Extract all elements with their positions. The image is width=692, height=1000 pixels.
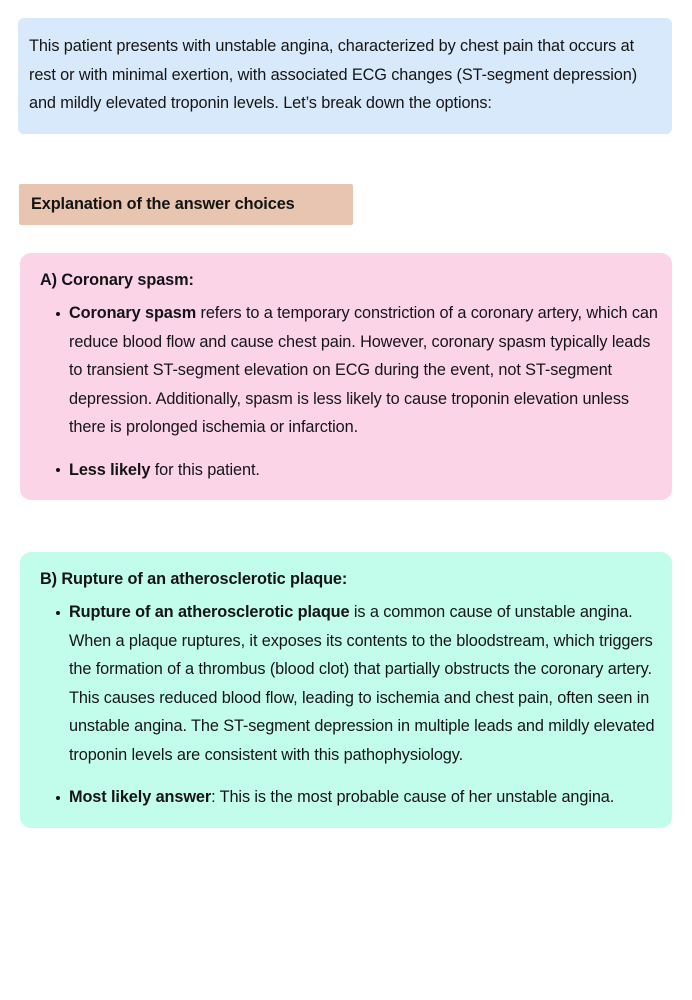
bullet-text: for this patient. [150,460,260,479]
list-item [32,783,658,812]
bullet-lead: Most likely answer [69,788,212,806]
bullet-lead: Less likely [69,460,151,479]
choice-b-title: B) Rupture of an atherosclerotic plaque: [40,570,348,588]
section-heading-label: Explanation of the answer choices [31,195,295,213]
choice-a-bullets [32,299,658,484]
list-item [32,598,658,769]
bullet-lead: Rupture of an atherosclerotic plaque [69,603,350,621]
intro-paragraph: This patient presents with unstable angina, characterized by chest pain that occurs at rest or with minimal exertion, with associated ECG changes (ST-segment depression) and mildly elevated troponin levels. Let’s break down the options: [29,37,642,112]
choice-b-bullets [32,598,658,812]
bullet-text: refers to a temporary constriction of a coronary artery, which can reduce blood flow and cause chest pain. However, coronary spasm typically leads to transient ST-segment elevation on ECG during the event, not ST-segment depression. Additionally, spasm is less likely to cause troponin elevation unless there is prolonged ischemia or infarction. [69,304,658,436]
bullet-text: : This is the most probable cause of her unstable angina. [211,788,615,806]
bullet-lead: Coronary spasm [69,304,197,322]
bullet-text: is a common cause of unstable angina. When a plaque ruptures, it exposes its contents to the bloodstream, which triggers the formation of a thrombus (blood clot) that partially obstructs the coronary artery. This causes reduced blood flow, leading to ischemia and chest pain, often seen in unstable angina. The ST-segment depression in multiple leads and mildly elevated troponin levels are consistent with this pathophysiology. [69,603,655,764]
choice-a-title: A) Coronary spasm: [40,271,194,289]
list-item [32,456,658,485]
choice-card-a [20,253,672,500]
list-item [32,299,658,442]
section-heading-chip [19,184,353,225]
intro-callout [18,18,672,134]
choice-card-b [20,552,672,828]
